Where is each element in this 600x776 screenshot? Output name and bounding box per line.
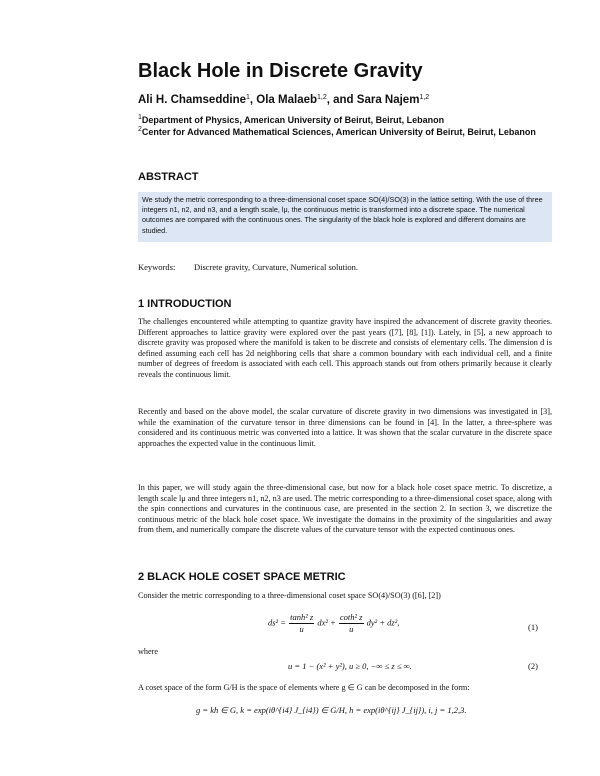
author-name: Ola Malaeb <box>256 94 318 106</box>
fraction <box>339 612 364 635</box>
equation-number: (1) <box>528 622 538 632</box>
keywords-text: Discrete gravity, Curvature, Numerical solution. <box>194 262 358 272</box>
paragraph: Recently and based on the above model, the scalar curvature of discrete gravity in two dimensions was investigated in [3], while the examination of the curvature tensor in three dimensions can be found in [4]. In the latter, a three-sphere was considered and its continuous metric was converted into a lattice. It was shown that the scalar curvature in the discrete space approaches the expected value in the continuous limit. <box>138 407 552 448</box>
author-affiliation-mark: 1,2 <box>419 94 430 101</box>
affiliation-text: Center for Advanced Mathematical Sciences, American University of Beirut, Beirut, Lebanon <box>141 127 536 137</box>
affiliation <box>138 126 558 138</box>
equation-3: g = kh ∈ G, k = exp(iθ^{i4} J_{i4}) ∈ G/H, h = exp(iθ^{ij} J_{ij}), i, j = 1,2,3. <box>196 705 467 715</box>
keywords <box>138 262 358 273</box>
section-heading-metric: 2 BLACK HOLE COSET SPACE METRIC <box>138 571 346 583</box>
author-name: Ali H. Chamseddine <box>138 94 246 106</box>
equation-2: u = 1 − (x² + y²), u ≥ 0, −∞ ≤ z ≤ ∞. <box>288 661 412 671</box>
section-heading-introduction: 1 INTRODUCTION <box>138 298 232 310</box>
author-affiliation-mark: 1,2 <box>317 94 327 101</box>
equation-term: dx² + <box>315 617 338 628</box>
equation-term: dy² + dz², <box>364 617 400 628</box>
paragraph: where <box>138 647 159 656</box>
paragraph: Consider the metric corresponding to a three-dimensional coset space SO(4)/SO(3) ([6], [2]) <box>138 591 441 600</box>
equation-number: (2) <box>528 661 538 671</box>
paragraph: The challenges encountered while attempting to quantize gravity have inspired the advancement of discrete gravity theories. Different approaches to lattice gravity were explored over the past years ([7], [8], [1]). Lately, in [5], a new approach to discrete gravity was proposed where the manifold is taken to be discrete and consists of elementary cells. The dimension d is defined assuming each cell has 2d neighboring cells that share a common boundary with each individual cell, and a finite number of degrees of freedom is associated with each cell. This approach stands out from others primarily because it clearly reveals the continuous limit. <box>138 317 552 379</box>
affiliation-text: Department of Physics, American University of Beirut, Beirut, Lebanon <box>141 115 445 125</box>
fraction <box>289 612 314 635</box>
affiliation-mark: 1 <box>138 114 142 121</box>
paragraph: A coset space of the form G/H is the space of elements where g ∈ G can be decomposed in the form: <box>138 683 470 692</box>
affiliation <box>138 114 558 126</box>
author-separator: , <box>249 94 257 106</box>
fraction-numerator: tanh² z <box>290 612 314 622</box>
author-separator: , and <box>326 94 357 106</box>
fraction-denominator: u <box>299 624 304 634</box>
author-name: Sara Najem <box>356 94 420 106</box>
paragraph: In this paper, we will study again the three-dimensional case, but now for a black hole coset space metric. To discretize, a length scale lμ and three integers n1, n2, n3 are used. The metric corresponding to a three-dimensional coset space, along with the spin connections and curvatures in the continuous case, are presented in the section 2. In section 3, we discretize the continuous metric of the black hole coset space. We investigate the domains in the proximity of the singularities and away from them, and numerically compare the discrete values of the curvature tensor with the expected continuous ones. <box>138 483 552 535</box>
author-affiliation-mark: 1 <box>246 94 250 101</box>
keywords-label: Keywords: <box>138 262 176 272</box>
fraction-numerator: coth² z <box>339 612 363 622</box>
abstract-heading: ABSTRACT <box>138 171 199 183</box>
abstract-box <box>138 192 552 242</box>
affiliation-mark: 2 <box>138 126 142 133</box>
abstract-text: We study the metric corresponding to a three-dimensional coset space SO(4)/SO(3) in the lattice setting. With the use of three integers n1, n2, and n3, and a length scale, lμ, the continuous metric is transformed into a discrete space. The numerical outcomes are compared with the continuous ones. The singularity of the black hole is explored and different domains are studied. <box>142 195 543 235</box>
equation-term: ds² = <box>268 617 289 628</box>
author-list <box>138 92 429 108</box>
equation-1 <box>268 612 399 635</box>
paper-title: Black Hole in Discrete Gravity <box>138 60 423 82</box>
fraction-denominator: u <box>349 624 354 634</box>
